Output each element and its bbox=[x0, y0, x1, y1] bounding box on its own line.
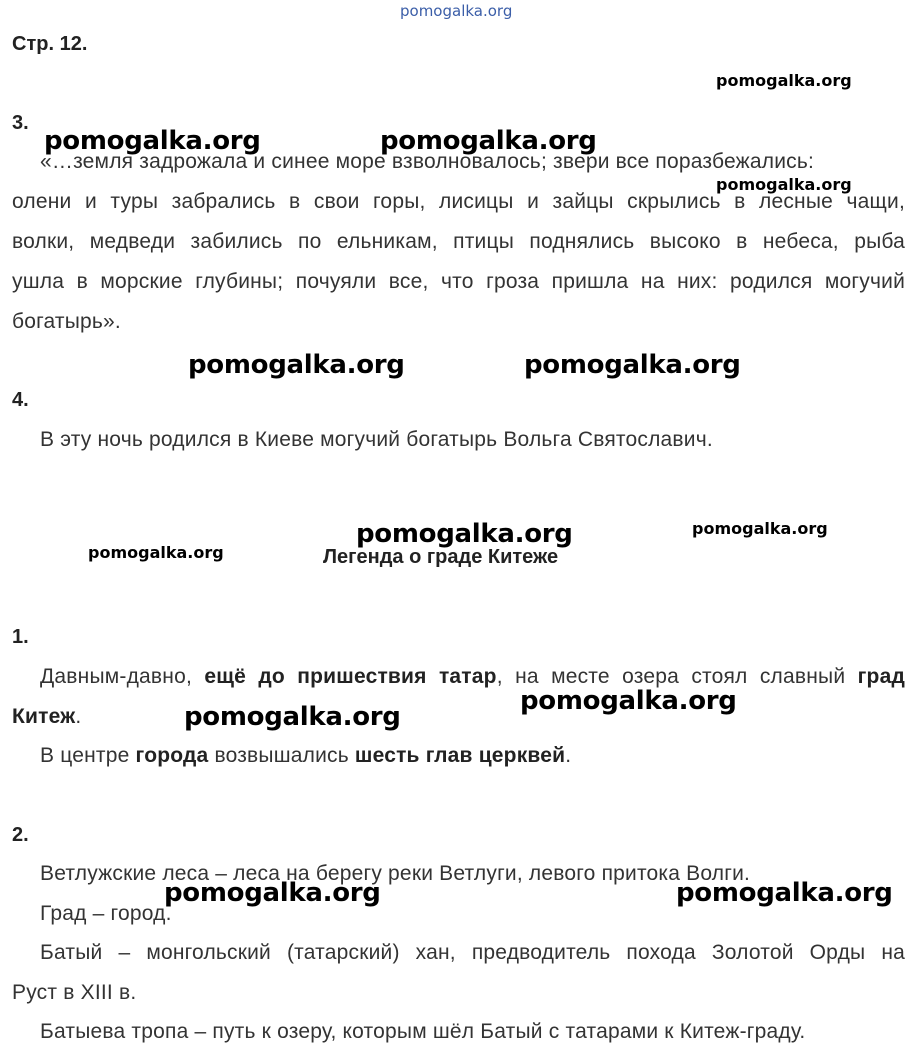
watermark: pomogalka.org bbox=[356, 519, 573, 549]
q4-text: В эту ночь родился в Киеве могучий богатырь Вольга Святославич. bbox=[40, 428, 713, 451]
q3-line-4: ушла в морские глубины; почуяли все, что гроза пришла на них: родился могучий bbox=[12, 270, 905, 293]
watermark: pomogalka.org bbox=[524, 350, 741, 380]
q1-line-3: В центре города возвышались шесть глав церквей. bbox=[40, 744, 572, 767]
q1-line-2: Китеж. bbox=[12, 705, 82, 728]
q3-line-5: богатырь». bbox=[12, 310, 121, 333]
watermark: pomogalka.org bbox=[164, 878, 381, 908]
watermark: pomogalka.org bbox=[188, 350, 405, 380]
item-number-1: 1. bbox=[12, 626, 29, 648]
q2-line-3: Батый – монгольский (татарский) хан, предводитель похода Золотой Орды на bbox=[40, 941, 905, 964]
q3-line-3: волки, медведи забились по ельникам, птицы поднялись высоко в небеса, рыба bbox=[12, 230, 905, 253]
q2-line-5: Батыева тропа – путь к озеру, которым шёл Батый с татарами к Китеж-граду. bbox=[40, 1020, 806, 1043]
item-number-3: 3. bbox=[12, 112, 29, 134]
q3-line-1: «…земля задрожала и синее море взволновалось; звери все поразбежались: bbox=[40, 150, 815, 173]
watermark: pomogalka.org bbox=[88, 543, 224, 562]
watermark: pomogalka.org bbox=[676, 878, 893, 908]
q1-line-1: Давным-давно, ещё до пришествия татар, на месте озера стоял славный град bbox=[40, 665, 905, 688]
top-watermark: pomogalka.org bbox=[400, 2, 513, 20]
q2-line-1: Ветлужские леса – леса на берегу реки Ветлуги, левого притока Волги. bbox=[40, 862, 751, 885]
q2-line-4: Руст в XIII в. bbox=[12, 981, 137, 1004]
watermark: pomogalka.org bbox=[520, 686, 737, 716]
watermark: pomogalka.org bbox=[692, 519, 828, 538]
item-number-4: 4. bbox=[12, 389, 29, 411]
watermark: pomogalka.org bbox=[44, 126, 261, 156]
watermark: pomogalka.org bbox=[184, 702, 401, 732]
watermark: pomogalka.org bbox=[716, 175, 852, 194]
page-label: Стр. 12. bbox=[12, 33, 88, 55]
section-title: Легенда о граде Китеже bbox=[323, 546, 559, 568]
q2-line-2: Град – город. bbox=[40, 902, 172, 925]
watermark: pomogalka.org bbox=[716, 71, 852, 90]
q3-line-2: олени и туры забрались в свои горы, лисицы и зайцы скрылись в лесные чащи, bbox=[12, 190, 905, 213]
item-number-2: 2. bbox=[12, 824, 29, 846]
watermark: pomogalka.org bbox=[380, 126, 597, 156]
